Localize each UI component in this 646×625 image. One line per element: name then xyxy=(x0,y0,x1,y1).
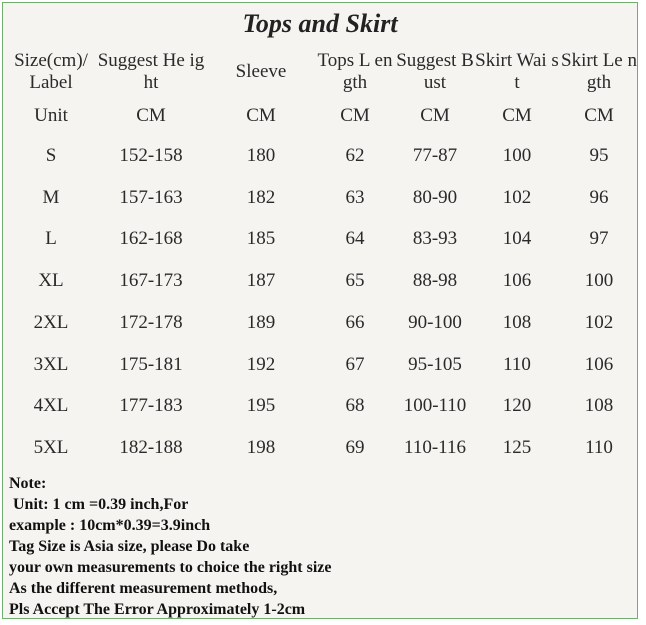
size-label-cell: 4XL xyxy=(33,395,69,417)
suggest-height-cell: 175-181 xyxy=(119,353,183,375)
header-sleeve: Sleeve xyxy=(235,61,287,82)
size-label-cell: 5XL xyxy=(33,436,69,458)
sleeve-cell: 185 xyxy=(246,228,276,250)
suggest-bust-cell: 110-116 xyxy=(404,436,466,458)
suggest-bust-cell: 100-110 xyxy=(403,395,467,417)
size-label-cell: XL xyxy=(38,270,64,292)
size-table xyxy=(7,47,639,469)
skirt-waist-cell: 100 xyxy=(502,145,532,166)
skirt-waist-cell: 102 xyxy=(502,186,532,208)
header-skirt-waist: Skirt Wai st xyxy=(475,50,559,93)
skirt-waist-cell: 106 xyxy=(502,270,532,292)
note-line: Pls Accept The Error Approximately 1-2cm xyxy=(9,601,306,618)
header-suggest-bust: Suggest Bust xyxy=(396,50,474,93)
unit-cell: CM xyxy=(246,105,276,126)
size-label-cell: 3XL xyxy=(33,353,69,375)
suggest-height-cell: 177-183 xyxy=(119,395,183,417)
skirt-length-cell: 100 xyxy=(584,270,614,292)
tops-length-cell: 63 xyxy=(345,186,365,208)
unit-cell: Unit xyxy=(34,105,68,126)
note-line: As the different measurement methods, xyxy=(9,580,278,597)
skirt-length-cell: 108 xyxy=(584,395,614,417)
note-line: Tag Size is Asia size, please Do take xyxy=(9,538,250,555)
skirt-length-cell: 106 xyxy=(584,353,614,375)
table-row xyxy=(7,135,639,177)
skirt-waist-cell: 104 xyxy=(502,228,532,250)
suggest-height-cell: 157-163 xyxy=(119,186,183,208)
sleeve-cell: 192 xyxy=(246,353,276,375)
table-row xyxy=(7,218,639,260)
tops-length-cell: 66 xyxy=(345,311,365,333)
unit-cell: CM xyxy=(584,105,614,126)
size-chart-frame xyxy=(2,2,638,619)
unit-cell: CM xyxy=(502,105,532,126)
skirt-length-cell: 97 xyxy=(589,228,609,250)
skirt-length-cell: 110 xyxy=(585,436,613,458)
chart-title: Tops and Skirt xyxy=(242,9,398,38)
tops-length-cell: 68 xyxy=(345,395,365,417)
skirt-waist-cell: 108 xyxy=(502,311,532,333)
skirt-waist-cell: 125 xyxy=(502,436,532,458)
header-row xyxy=(7,47,639,97)
unit-row xyxy=(7,97,639,135)
table-row xyxy=(7,385,639,427)
skirt-length-cell: 102 xyxy=(584,311,614,333)
table-row xyxy=(7,427,639,469)
suggest-bust-cell: 88-98 xyxy=(412,270,458,292)
skirt-waist-cell: 110 xyxy=(503,353,531,375)
skirt-waist-cell: 120 xyxy=(502,395,532,417)
size-label-cell: 2XL xyxy=(33,311,69,333)
table-row xyxy=(7,302,639,344)
size-label-cell: L xyxy=(45,228,57,250)
header-tops-length: Tops L ength xyxy=(317,50,393,93)
tops-length-cell: 65 xyxy=(345,270,365,292)
sleeve-cell: 189 xyxy=(246,311,276,333)
size-label-cell: M xyxy=(42,186,60,208)
sleeve-cell: 195 xyxy=(246,395,276,417)
suggest-height-cell: 182-188 xyxy=(119,436,183,458)
size-label-cell: S xyxy=(45,145,57,166)
note-line: example : 10cm*0.39=3.9inch xyxy=(9,517,211,534)
suggest-height-cell: 172-178 xyxy=(119,311,183,333)
suggest-bust-cell: 83-93 xyxy=(412,228,458,250)
sleeve-cell: 198 xyxy=(246,436,276,458)
tops-length-cell: 64 xyxy=(345,228,365,250)
unit-cell: CM xyxy=(136,105,166,126)
note-line: your own measurements to choice the right size xyxy=(9,559,332,576)
suggest-height-cell: 167-173 xyxy=(119,270,183,292)
unit-cell: CM xyxy=(420,105,450,126)
unit-cell: CM xyxy=(340,105,370,126)
skirt-length-cell: 95 xyxy=(589,145,609,166)
suggest-bust-cell: 77-87 xyxy=(412,145,458,166)
header-skirt-length: Skirt Le ngth xyxy=(561,50,637,93)
skirt-length-cell: 96 xyxy=(589,186,609,208)
notes-block xyxy=(9,473,429,620)
tops-length-cell: 67 xyxy=(345,353,365,375)
table-row xyxy=(7,344,639,386)
suggest-bust-cell: 95-105 xyxy=(408,353,462,375)
suggest-bust-cell: 80-90 xyxy=(412,186,458,208)
tops-length-cell: 69 xyxy=(345,436,365,458)
sleeve-cell: 182 xyxy=(246,186,276,208)
sleeve-cell: 187 xyxy=(246,270,276,292)
table-row xyxy=(7,260,639,302)
note-heading: Note: xyxy=(9,475,47,492)
suggest-bust-cell: 90-100 xyxy=(408,311,462,333)
header-suggest-height: Suggest He ight xyxy=(97,50,205,93)
sleeve-cell: 180 xyxy=(246,145,276,166)
suggest-height-cell: 162-168 xyxy=(119,228,183,250)
table-row xyxy=(7,177,639,219)
header-size-label: Size(cm)/ Label xyxy=(14,50,88,93)
note-line: Unit: 1 cm =0.39 inch,For xyxy=(9,496,189,513)
tops-length-cell: 62 xyxy=(345,145,365,166)
suggest-height-cell: 152-158 xyxy=(119,145,183,166)
